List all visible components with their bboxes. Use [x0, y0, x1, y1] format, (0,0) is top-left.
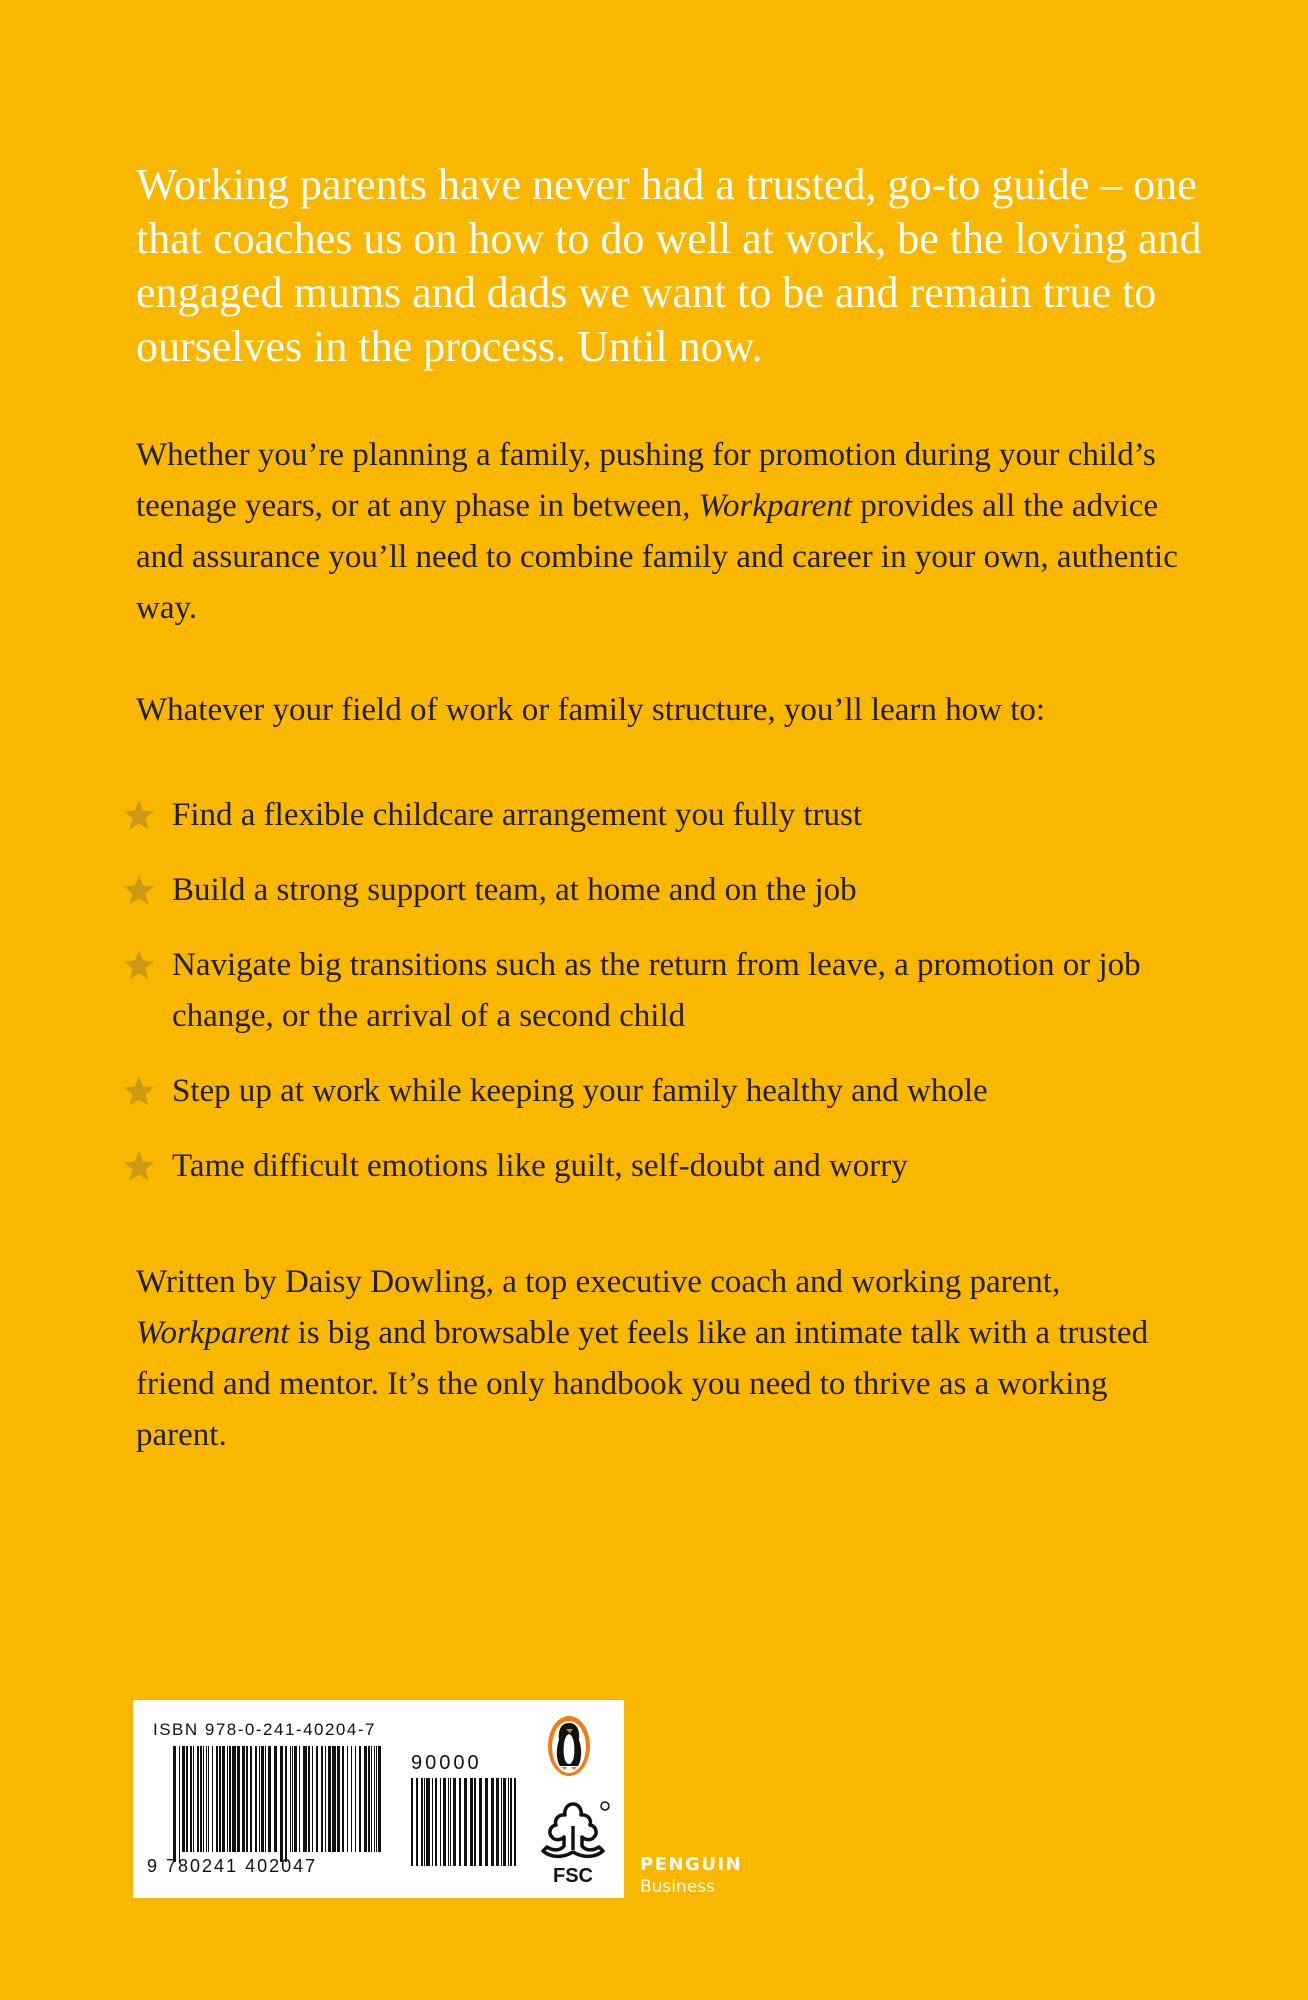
barcode-bar: [294, 1746, 297, 1852]
barcode-bar: [206, 1746, 207, 1852]
fsc-label: FSC: [553, 1865, 593, 1886]
learn-intro: Whatever your field of work or family structure, you’ll learn how to:: [136, 692, 1046, 728]
barcode-bar: [432, 1778, 433, 1866]
barcode-bar: [485, 1778, 488, 1866]
barcode-bar: [216, 1746, 218, 1852]
barcode-bar: [285, 1746, 287, 1862]
book-title: Workparent: [698, 488, 852, 524]
barcode-bar: [364, 1746, 367, 1852]
barcode-bar: [416, 1778, 418, 1866]
list-item-text: Tame difficult emotions like guilt, self-doubt and worry: [172, 1148, 908, 1184]
list-item-text: Navigate big transitions such as the return from leave, a promotion or job change, or the arrival of a second child: [172, 947, 1141, 1034]
barcode-bar: [371, 1746, 372, 1852]
barcode-bar: [246, 1746, 248, 1852]
barcode-bar: [374, 1746, 375, 1852]
barcode-bar: [321, 1746, 323, 1852]
barcode-bar: [355, 1746, 356, 1852]
barcode-bar: [501, 1778, 502, 1866]
barcode-bar: [186, 1746, 188, 1852]
paragraph-text: is big and browsable yet feels like an intimate talk with a trusted friend and mentor. It’s the only handbook you need to thrive as a working parent.: [136, 1315, 1149, 1453]
barcode-bar: [325, 1746, 326, 1852]
barcode-bar: [421, 1778, 423, 1866]
barcode-bar: [222, 1746, 225, 1852]
barcode-bar: [342, 1746, 344, 1852]
list-item: [120, 1066, 1180, 1117]
barcode-bar: [426, 1778, 430, 1866]
barcode-bar: [312, 1746, 313, 1852]
publisher-name: PENGUIN: [640, 1854, 743, 1875]
barcode-bar: [255, 1746, 257, 1852]
barcode-bar: [203, 1746, 204, 1852]
author-paragraph: [136, 1257, 1196, 1461]
barcode-bar: [440, 1778, 441, 1866]
barcode-panel: [133, 1700, 624, 1898]
barcode-bar: [332, 1746, 336, 1852]
paragraph-text: Whether you’re planning a family, pushing for promotion during your child’s teenage years, or at any phase in between,: [136, 437, 1156, 524]
price-code: 90000: [411, 1752, 482, 1774]
list-item-text: Build a strong support team, at home and on the job: [172, 872, 857, 908]
barcode-bar: [508, 1778, 509, 1866]
barcode-bar: [227, 1746, 228, 1852]
barcode-bar: [259, 1746, 260, 1852]
barcode-bar: [237, 1746, 240, 1852]
barcode-bar: [280, 1746, 283, 1862]
star-bullet-icon: [122, 1149, 156, 1183]
star-bullet-icon: [122, 798, 156, 832]
publisher-imprint: Business: [640, 1877, 715, 1897]
barcode-bar: [368, 1746, 370, 1852]
barcode-bar: [179, 1746, 180, 1862]
benefits-list: [120, 790, 1180, 1192]
paragraph-text: provides all the advice and assurance you’ll need to combine family and career in your own, authentic way.: [136, 488, 1178, 626]
barcode-bar: [197, 1746, 199, 1852]
list-item-text: Step up at work while keeping your family healthy and whole: [172, 1073, 988, 1109]
barcode-bar: [303, 1746, 307, 1852]
barcode-bar: [411, 1778, 413, 1866]
description-paragraph: [136, 430, 1196, 634]
star-bullet-icon: [122, 1074, 156, 1108]
publisher-imprint-logo: [640, 1854, 742, 1898]
barcode-bar: [208, 1746, 209, 1852]
ean-digits: 9 780241 402047: [147, 1856, 318, 1876]
isbn-label: ISBN 978-0-241-40204-7: [153, 1720, 376, 1739]
barcode-bar: [268, 1746, 271, 1852]
barcode-bar: [308, 1746, 310, 1852]
barcode-bar: [265, 1746, 266, 1852]
barcode-bar: [503, 1778, 506, 1866]
barcode-bar: [453, 1778, 456, 1866]
barcode-bar: [193, 1746, 194, 1852]
star-bullet-icon: [122, 948, 156, 982]
intro-blurb: Working parents have never had a trusted, go-to guide – one that coaches us on how to do well at work, be the loving and engaged mums and dads we want to be and remain true to ourselves in the process. Until now.: [136, 160, 1202, 371]
barcode-bar: [359, 1746, 361, 1852]
addon-barcode: [411, 1778, 519, 1876]
star-bullet-icon: [122, 873, 156, 907]
barcode-bar: [261, 1746, 264, 1852]
book-title: Workparent: [136, 1315, 290, 1351]
list-item: [120, 865, 1180, 916]
barcode-bar: [190, 1746, 192, 1852]
barcode-bar: [316, 1746, 318, 1852]
barcode-bar: [470, 1778, 473, 1866]
barcode-bar: [274, 1746, 277, 1852]
barcode-bar: [464, 1778, 467, 1866]
barcode-bar: [479, 1778, 482, 1866]
barcode-bar: [435, 1778, 437, 1866]
barcode-bar: [200, 1746, 202, 1852]
penguin-logo-icon: [546, 1714, 592, 1778]
paragraph-text: Written by Daisy Dowling, a top executive coach and working parent,: [136, 1264, 1061, 1300]
barcode-bar: [448, 1778, 449, 1866]
barcode-bar: [290, 1746, 291, 1852]
barcode-bar: [182, 1746, 185, 1852]
list-item: [120, 940, 1180, 1042]
list-item: [120, 1141, 1180, 1192]
barcode-bar: [212, 1746, 213, 1852]
barcode-bar: [219, 1746, 221, 1852]
barcode-bar: [173, 1746, 176, 1862]
barcode-bar: [378, 1746, 381, 1852]
barcode-bar: [496, 1778, 499, 1866]
barcode-bar: [337, 1746, 340, 1852]
barcode-bar: [250, 1746, 252, 1852]
list-item: [120, 790, 1180, 841]
barcode-bar: [299, 1746, 300, 1852]
fsc-logo-icon: [533, 1796, 613, 1886]
barcode-bar: [443, 1778, 446, 1866]
barcode-bar: [459, 1778, 461, 1866]
barcode-bar: [232, 1746, 236, 1852]
barcode-bar: [514, 1778, 516, 1866]
barcode-bar: [450, 1778, 451, 1866]
list-item-text: Find a flexible childcare arrangement you fully trust: [172, 797, 863, 833]
ean-barcode: [173, 1746, 383, 1862]
barcode-bar: [491, 1778, 494, 1866]
barcode-bar: [242, 1746, 245, 1852]
barcode-bar: [510, 1778, 512, 1866]
barcode-bar: [376, 1746, 377, 1852]
barcode-bar: [474, 1778, 476, 1866]
barcode-bar: [292, 1746, 293, 1852]
barcode-bar: [229, 1746, 231, 1852]
barcode-bar: [328, 1746, 331, 1852]
barcode-bar: [351, 1746, 352, 1852]
barcode-bar: [347, 1746, 348, 1852]
barcode-bar: [424, 1778, 425, 1866]
